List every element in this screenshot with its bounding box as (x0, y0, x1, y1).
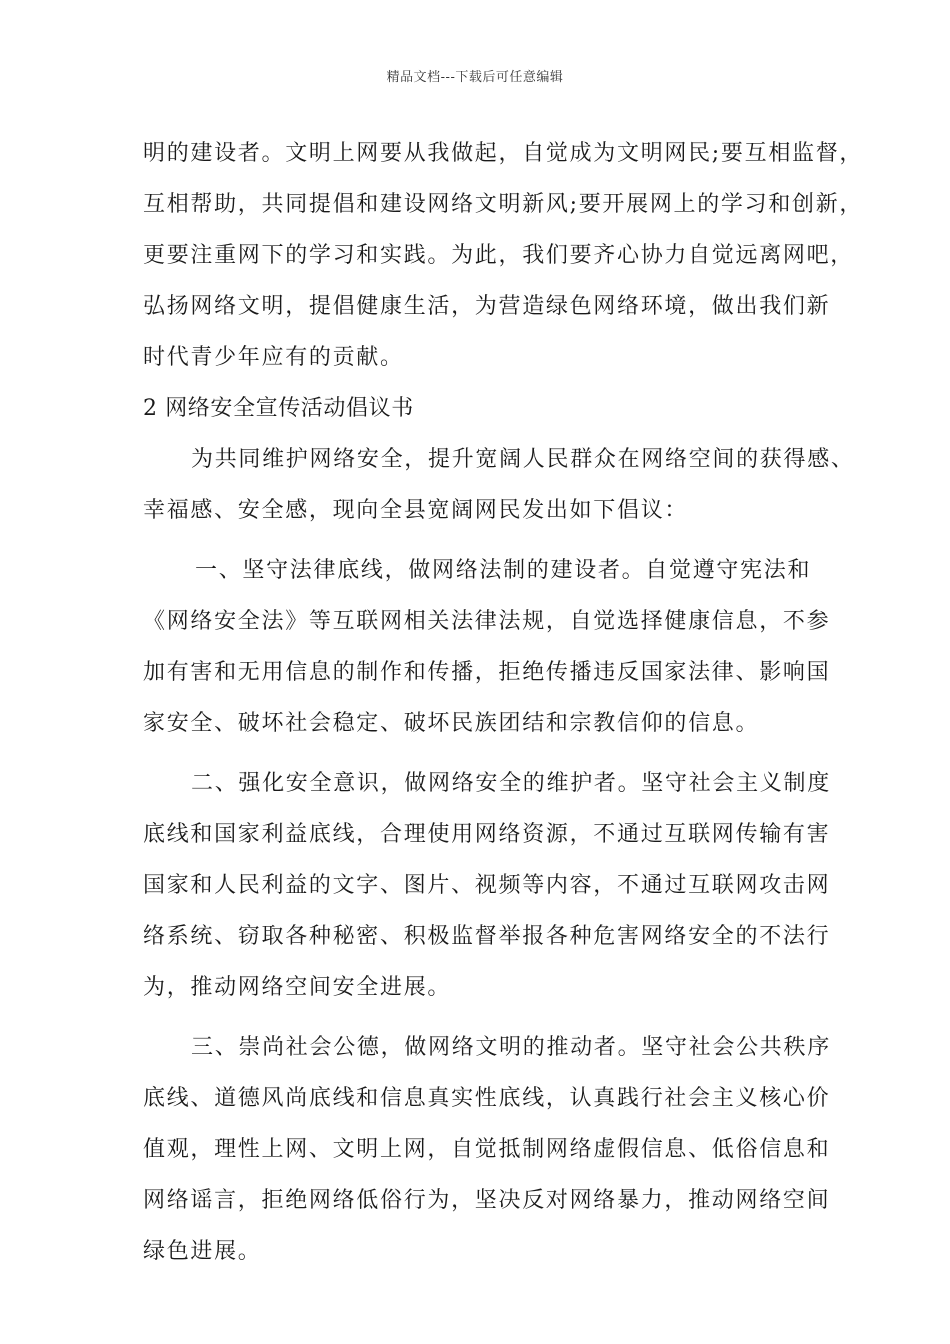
text-line: 络系统、窃取各种秘密、积极监督举报各种危害网络安全的不法行 (143, 924, 831, 949)
text-line: 网络谣言，拒绝网络低俗行为，坚决反对网络暴力，推动网络空间 (143, 1188, 831, 1213)
text-line: 明的建设者。文明上网要从我做起，自觉成为文明网民;要互相监督， (143, 141, 864, 166)
paragraph-continuation (143, 128, 864, 383)
paragraph-item-2 (143, 758, 833, 1013)
document-body (143, 128, 864, 1277)
text-line: 弘扬网络文明，提倡健康生活，为营造绿色网络环境，做出我们新 (143, 294, 831, 319)
text-line: 时代青少年应有的贡献。 (143, 345, 404, 370)
text-line: 更要注重网下的学习和实践。为此，我们要齐心协力自觉远离网吧， (143, 243, 855, 268)
text-line: 底线、道德风尚底线和信息真实性底线，认真践行社会主义核心价 (143, 1086, 831, 1111)
text-line: 三、崇尚社会公德，做网络文明的推动者。坚守社会公共秩序 (191, 1035, 831, 1060)
page-header: 精品文档---下载后可任意编辑 (386, 70, 564, 85)
text-line: 一、坚守法律底线，做网络法制的建设者。自觉遵守宪法和 (195, 558, 812, 583)
text-line: 国家和人民利益的文字、图片、视频等内容，不通过互联网攻击网 (143, 873, 831, 898)
paragraph-item-1 (143, 545, 833, 749)
paragraph-item-3 (143, 1022, 833, 1277)
text-line: 幸福感、安全感，现向全县宽阔网民发出如下倡议： (143, 498, 689, 523)
text-line: 《网络安全法》等互联网相关法律法规，自觉选择健康信息，不参 (143, 609, 831, 634)
text-line: 绿色进展。 (143, 1239, 262, 1264)
text-line: 互相帮助，共同提倡和建设网络文明新风;要开展网上的学习和创新， (143, 192, 864, 217)
text-line: 为共同维护网络安全，提升宽阔人民群众在网络空间的获得感、 (191, 447, 855, 472)
text-line: 值观，理性上网、文明上网，自觉抵制网络虚假信息、低俗信息和 (143, 1137, 831, 1162)
text-line: 加有害和无用信息的制作和传播，拒绝传播违反国家法律、影响国 (143, 660, 831, 685)
text-line: 底线和国家利益底线，合理使用网络资源，不通过互联网传输有害 (143, 822, 831, 847)
text-line: 家安全、破坏社会稳定、破坏民族团结和宗教信仰的信息。 (143, 711, 760, 736)
text-line: 二、强化安全意识，做网络安全的维护者。坚守社会主义制度 (191, 771, 831, 796)
text-line: 为，推动网络空间安全进展。 (143, 975, 452, 1000)
paragraph-intro (143, 434, 855, 536)
section-title: 2 网络安全宣传活动倡议书 (143, 396, 414, 421)
